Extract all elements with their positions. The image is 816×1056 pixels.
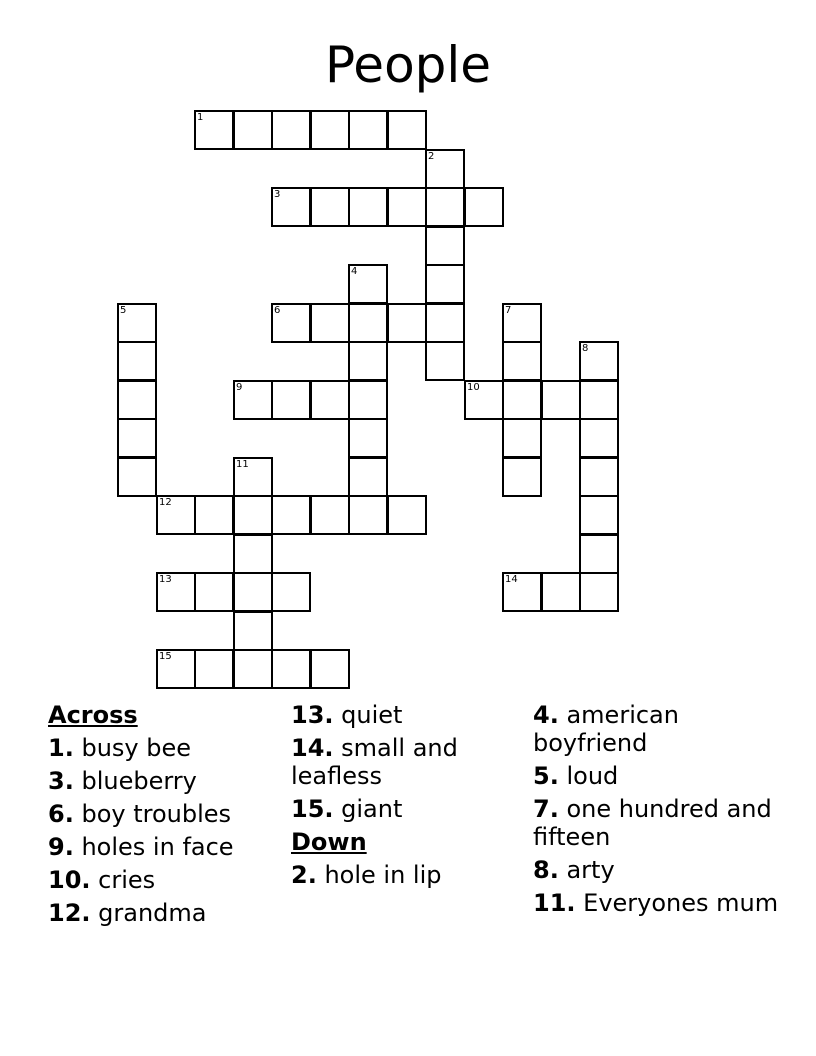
clue-down-5 [533, 762, 783, 790]
grid-cell[interactable] [117, 457, 157, 497]
grid-cell-12[interactable] [156, 495, 196, 535]
clue-number: 10. [48, 866, 91, 894]
cell-number: 1 [197, 112, 204, 123]
grid-cell[interactable] [387, 303, 427, 343]
clue-text: hole in lip [324, 861, 442, 889]
grid-cell[interactable] [579, 572, 619, 612]
grid-cell[interactable] [502, 418, 542, 458]
grid-cell[interactable] [194, 572, 234, 612]
clue-across-14 [291, 734, 501, 790]
clue-number: 12. [48, 899, 91, 927]
cell-number: 12 [159, 497, 172, 508]
grid-cell[interactable] [348, 457, 388, 497]
clue-across-9 [48, 833, 278, 861]
clues-column-3 [533, 701, 783, 922]
grid-cell-2[interactable] [425, 149, 465, 189]
clue-down-4 [533, 701, 783, 757]
grid-cell-15[interactable] [156, 649, 196, 689]
clue-text: holes in face [81, 833, 234, 861]
grid-cell-10[interactable] [464, 380, 504, 420]
clue-text: arty [566, 856, 615, 884]
grid-cell[interactable] [348, 303, 388, 343]
clue-down-2 [291, 861, 501, 889]
clue-number: 4. [533, 701, 559, 729]
cell-number: 3 [274, 189, 281, 200]
grid-cell-4[interactable] [348, 264, 388, 304]
cell-number: 8 [582, 343, 589, 354]
clue-across-3 [48, 767, 278, 795]
grid-cell[interactable] [502, 380, 542, 420]
grid-cell[interactable] [310, 303, 350, 343]
clue-across-1 [48, 734, 278, 762]
grid-cell[interactable] [579, 380, 619, 420]
clue-text: giant [341, 795, 403, 823]
grid-cell-9[interactable] [233, 380, 273, 420]
clue-number: 13. [291, 701, 334, 729]
grid-cell[interactable] [348, 110, 388, 150]
clue-down-7 [533, 795, 783, 851]
cell-number: 2 [428, 151, 435, 162]
cell-number: 9 [236, 382, 243, 393]
grid-cell-1[interactable] [194, 110, 234, 150]
grid-cell[interactable] [233, 110, 273, 150]
clue-across-15 [291, 795, 501, 823]
grid-cell-13[interactable] [156, 572, 196, 612]
grid-cell[interactable] [579, 457, 619, 497]
grid-cell[interactable] [117, 341, 157, 381]
clue-text: one hundred and fifteen [533, 795, 772, 851]
clue-text: blueberry [81, 767, 197, 795]
grid-cell[interactable] [387, 495, 427, 535]
grid-cell[interactable] [310, 649, 350, 689]
cell-number: 5 [120, 305, 127, 316]
grid-cell-8[interactable] [579, 341, 619, 381]
grid-cell[interactable] [233, 611, 273, 651]
cell-number: 10 [467, 382, 480, 393]
cell-number: 4 [351, 266, 358, 277]
grid-cell[interactable] [502, 341, 542, 381]
grid-cell[interactable] [117, 380, 157, 420]
clue-across-10 [48, 866, 278, 894]
clue-text: busy bee [81, 734, 192, 762]
grid-cell[interactable] [233, 495, 273, 535]
down-heading: Down [291, 828, 367, 856]
grid-cell[interactable] [117, 418, 157, 458]
clues-column-2 [291, 701, 501, 894]
clue-number: 11. [533, 889, 576, 917]
grid-cell[interactable] [233, 534, 273, 574]
clue-number: 2. [291, 861, 317, 889]
grid-cell[interactable] [271, 572, 311, 612]
grid-cell-3[interactable] [271, 187, 311, 227]
grid-cell[interactable] [502, 457, 542, 497]
grid-cell[interactable] [310, 380, 350, 420]
grid-cell[interactable] [541, 380, 581, 420]
grid-cell-14[interactable] [502, 572, 542, 612]
clues-column-1 [48, 701, 278, 932]
grid-cell[interactable] [271, 380, 311, 420]
across-heading: Across [48, 701, 138, 729]
clue-across-12 [48, 899, 278, 927]
clue-text: Everyones mum [583, 889, 779, 917]
grid-cell[interactable] [579, 534, 619, 574]
clue-number: 1. [48, 734, 74, 762]
clue-down-11 [533, 889, 783, 917]
grid-cell[interactable] [541, 572, 581, 612]
cell-number: 11 [236, 459, 249, 470]
grid-cell[interactable] [387, 187, 427, 227]
cell-number: 7 [505, 305, 512, 316]
cell-number: 13 [159, 574, 172, 585]
grid-cell[interactable] [425, 303, 465, 343]
clue-text: grandma [98, 899, 207, 927]
grid-cell[interactable] [310, 110, 350, 150]
clue-text: small and leafless [291, 734, 458, 790]
grid-cell[interactable] [271, 110, 311, 150]
grid-cell[interactable] [310, 187, 350, 227]
grid-cell[interactable] [348, 187, 388, 227]
grid-cell[interactable] [425, 187, 465, 227]
clue-text: cries [98, 866, 156, 894]
clue-number: 3. [48, 767, 74, 795]
grid-cell[interactable] [233, 572, 273, 612]
grid-cell[interactable] [425, 341, 465, 381]
clue-number: 14. [291, 734, 334, 762]
clue-down-8 [533, 856, 783, 884]
clue-number: 6. [48, 800, 74, 828]
grid-cell[interactable] [348, 495, 388, 535]
grid-cell[interactable] [271, 649, 311, 689]
grid-cell[interactable] [194, 495, 234, 535]
grid-cell[interactable] [387, 110, 427, 150]
grid-cell-6[interactable] [271, 303, 311, 343]
clue-text: boy troubles [81, 800, 232, 828]
grid-cell[interactable] [194, 649, 234, 689]
grid-cell[interactable] [425, 226, 465, 266]
clue-number: 5. [533, 762, 559, 790]
clue-number: 15. [291, 795, 334, 823]
grid-cell[interactable] [579, 495, 619, 535]
grid-cell[interactable] [233, 649, 273, 689]
clue-number: 7. [533, 795, 559, 823]
clue-text: loud [566, 762, 619, 790]
grid-cell[interactable] [310, 495, 350, 535]
grid-cell[interactable] [464, 187, 504, 227]
grid-cell[interactable] [579, 418, 619, 458]
grid-cell[interactable] [425, 264, 465, 304]
grid-cell-5[interactable] [117, 303, 157, 343]
grid-cell[interactable] [348, 341, 388, 381]
cell-number: 15 [159, 651, 172, 662]
clue-text: american boyfriend [533, 701, 679, 757]
grid-cell[interactable] [348, 380, 388, 420]
clue-across-13 [291, 701, 501, 729]
cell-number: 6 [274, 305, 281, 316]
grid-cell[interactable] [348, 418, 388, 458]
clue-number: 8. [533, 856, 559, 884]
grid-cell-7[interactable] [502, 303, 542, 343]
clue-text: quiet [341, 701, 403, 729]
puzzle-title: People [324, 36, 492, 94]
clue-number: 9. [48, 833, 74, 861]
grid-cell-11[interactable] [233, 457, 273, 497]
clue-across-6 [48, 800, 278, 828]
cell-number: 14 [505, 574, 518, 585]
grid-cell[interactable] [271, 495, 311, 535]
